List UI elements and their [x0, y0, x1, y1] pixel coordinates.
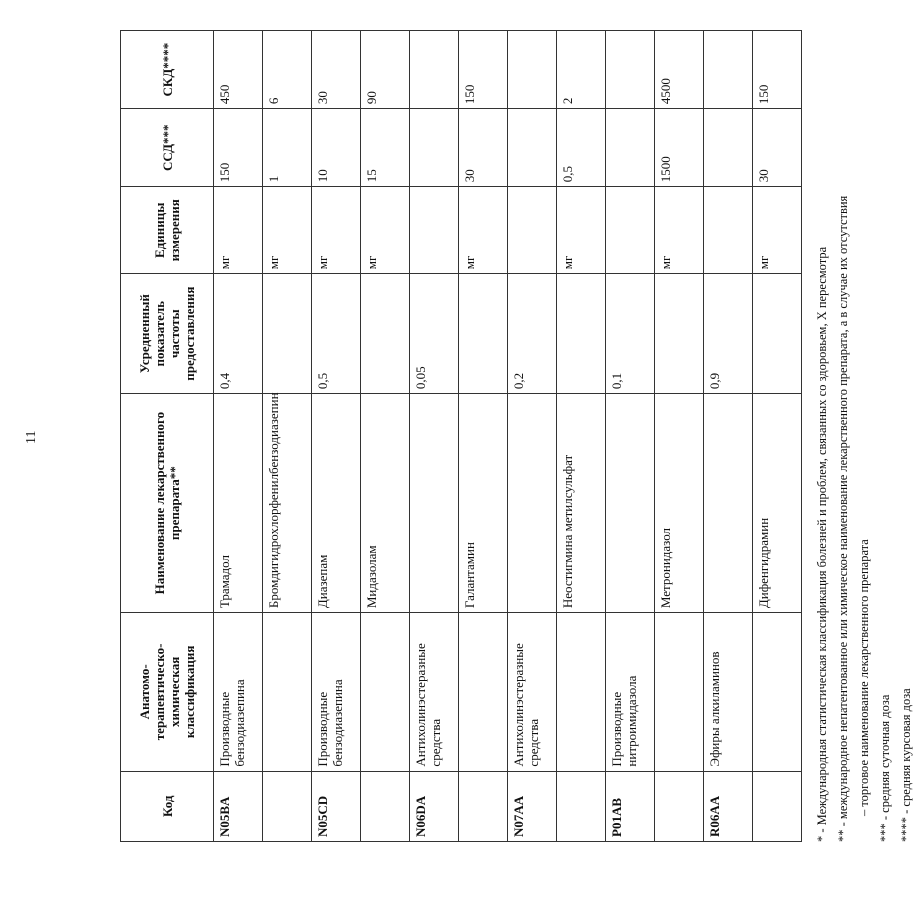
cell-drug-name: [606, 394, 655, 613]
cell-drug-name: Метронидазол: [655, 394, 704, 613]
cell-frequency: 0,4: [214, 274, 263, 394]
cell-sdd: 150: [214, 109, 263, 187]
cell-drug-name: [410, 394, 459, 613]
table-row: [704, 31, 753, 842]
cell-atc-group: [557, 613, 606, 771]
cell-sdd: 1500: [655, 109, 704, 187]
cell-code: [361, 771, 410, 841]
cell-sdd: [606, 109, 655, 187]
cell-skd: [410, 31, 459, 109]
cell-drug-name: Бромдигидрохлорфенилбензодиазепин: [263, 394, 312, 613]
table-row: [459, 31, 508, 842]
cell-atc-group: Эфиры алкиламинов: [704, 613, 753, 771]
table-row: [655, 31, 704, 842]
cell-unit: мг: [361, 187, 410, 274]
cell-drug-name: Галантамин: [459, 394, 508, 613]
cell-sdd: 10: [312, 109, 361, 187]
cell-skd: 90: [361, 31, 410, 109]
cell-sdd: 1: [263, 109, 312, 187]
cell-skd: 150: [459, 31, 508, 109]
cell-sdd: [704, 109, 753, 187]
cell-sdd: 30: [459, 109, 508, 187]
cell-skd: [508, 31, 557, 109]
cell-unit: мг: [655, 187, 704, 274]
footnote-line: * - Международная статистическая классификация болезней и проблем, связанных со здоровьем, X пересмотра: [815, 246, 829, 842]
cell-drug-name: Неостигмина метилсульфат: [557, 394, 606, 613]
table-row: [508, 31, 557, 842]
cell-frequency: [263, 274, 312, 394]
cell-drug-name: Мидазолам: [361, 394, 410, 613]
cell-frequency: [459, 274, 508, 394]
cell-atc-group: Антихолинэстеразные средства: [410, 613, 459, 771]
cell-sdd: 30: [753, 109, 802, 187]
cell-skd: 6: [263, 31, 312, 109]
cell-frequency: 0,2: [508, 274, 557, 394]
cell-unit: [410, 187, 459, 274]
footnote-line: **** - средняя курсовая доза: [899, 688, 913, 842]
cell-drug-name: Дифенгидрамин: [753, 394, 802, 613]
cell-atc-group: Производные бензодиазепина: [312, 613, 361, 771]
cell-sdd: 15: [361, 109, 410, 187]
cell-sdd: 0,5: [557, 109, 606, 187]
cell-atc-group: Производные нитроимидазола: [606, 613, 655, 771]
header-units: Единицы измерения: [121, 187, 214, 274]
cell-unit: мг: [459, 187, 508, 274]
cell-skd: 30: [312, 31, 361, 109]
table-row: [263, 31, 312, 842]
cell-drug-name: Трамадол: [214, 394, 263, 613]
header-frequency: Усредненный показатель частоты предоставления: [121, 274, 214, 394]
table-row: [753, 31, 802, 842]
drug-table: [120, 30, 802, 842]
cell-skd: 150: [753, 31, 802, 109]
cell-atc-group: [459, 613, 508, 771]
cell-code: [557, 771, 606, 841]
table-row: [410, 31, 459, 842]
table-row: [214, 31, 263, 842]
rotated-page-content: [120, 22, 913, 842]
cell-atc-group: [263, 613, 312, 771]
cell-code: R06AA: [704, 771, 753, 841]
cell-frequency: 0,9: [704, 274, 753, 394]
cell-unit: мг: [263, 187, 312, 274]
cell-unit: [704, 187, 753, 274]
cell-atc-group: Антихолинэстеразные средства: [508, 613, 557, 771]
table-row: [312, 31, 361, 842]
table-row: [606, 31, 655, 842]
cell-unit: мг: [214, 187, 263, 274]
cell-code: N07AA: [508, 771, 557, 841]
cell-frequency: 0,1: [606, 274, 655, 394]
footnote-line: – торговое наименование лекарственного препарата: [857, 539, 871, 816]
cell-code: [753, 771, 802, 841]
cell-code: [263, 771, 312, 841]
cell-atc-group: Производные бензодиазепина: [214, 613, 263, 771]
cell-frequency: 0,5: [312, 274, 361, 394]
cell-atc-group: [655, 613, 704, 771]
cell-sdd: [410, 109, 459, 187]
header-sdd: ССД***: [121, 109, 214, 187]
cell-frequency: 0,05: [410, 274, 459, 394]
cell-code: [655, 771, 704, 841]
header-skd: СКД****: [121, 31, 214, 109]
cell-unit: мг: [557, 187, 606, 274]
cell-frequency: [557, 274, 606, 394]
cell-atc-group: [753, 613, 802, 771]
cell-skd: [704, 31, 753, 109]
cell-drug-name: [704, 394, 753, 613]
footnote-line: ** - международное непатентованное или химическое наименование лекарственного препарата, а в случае их отсутствия: [836, 195, 850, 842]
cell-unit: мг: [753, 187, 802, 274]
header-drug-name: Наименование лекарственного препарата**: [121, 394, 214, 613]
cell-frequency: [361, 274, 410, 394]
cell-unit: [508, 187, 557, 274]
cell-drug-name: Диазепам: [312, 394, 361, 613]
cell-code: N06DA: [410, 771, 459, 841]
table-header-row: [121, 31, 214, 842]
cell-code: [459, 771, 508, 841]
header-code: Код: [121, 771, 214, 841]
header-atc-classification: Анатомо-терапевтическо-химическая классификация: [121, 613, 214, 771]
cell-code: P01AB: [606, 771, 655, 841]
cell-skd: [606, 31, 655, 109]
cell-code: N05CD: [312, 771, 361, 841]
cell-sdd: [508, 109, 557, 187]
cell-skd: 4500: [655, 31, 704, 109]
table-row: [361, 31, 410, 842]
cell-drug-name: [508, 394, 557, 613]
cell-skd: 2: [557, 31, 606, 109]
table-body: [214, 31, 802, 842]
cell-code: N05BA: [214, 771, 263, 841]
cell-atc-group: [361, 613, 410, 771]
page-number: 11: [24, 430, 39, 444]
footnotes: [812, 22, 917, 842]
cell-frequency: [655, 274, 704, 394]
cell-skd: 450: [214, 31, 263, 109]
table-row: [557, 31, 606, 842]
footnote-line: *** - средняя суточная доза: [878, 694, 892, 842]
cell-frequency: [753, 274, 802, 394]
cell-unit: [606, 187, 655, 274]
cell-unit: мг: [312, 187, 361, 274]
